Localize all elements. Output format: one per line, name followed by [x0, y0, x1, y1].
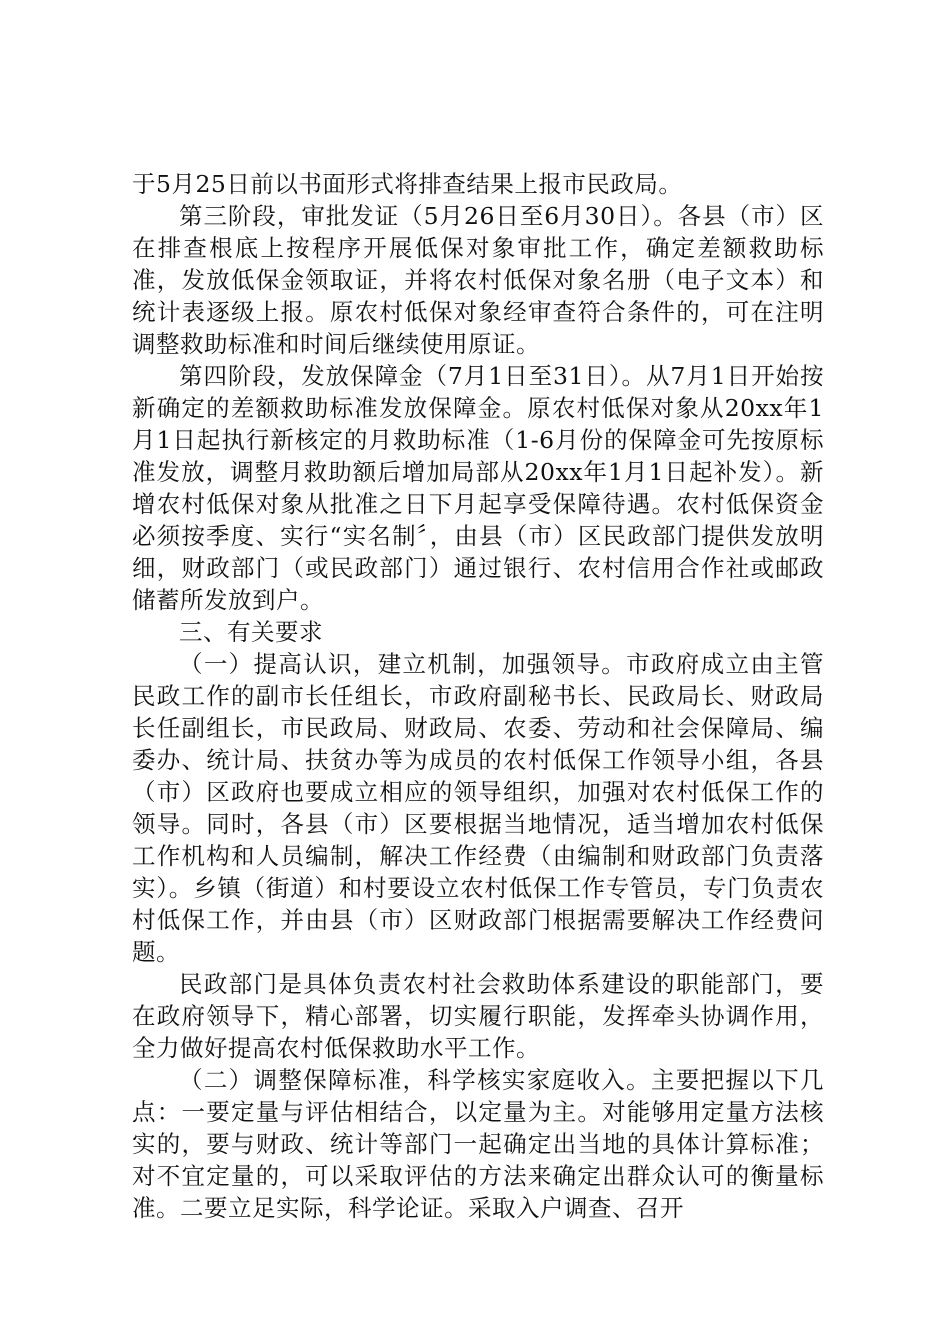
paragraph-1: 于5月25日前以书面形式将排查结果上报市民政局。	[132, 170, 683, 198]
section-heading: 三、有关要求	[179, 618, 323, 646]
paragraph-3: 第四阶段，发放保障金（7月1日至31日）。从7月1日开始按新确定的差额救助标准发放保障金。原农村低保对象从20xx年1月1日起执行新核定的月救助标准（1-6月份的保障金可先按原标准发放，调整月救助额后增加局部从20xx年1月1日起补发）。新增农村低保对象从批准之日下月起享受保障待遇。农村低保资金必须按季度、实行“实名制〞，由县（市）区民政部门提供发放明细，财政部门（或民政部门）通过银行、农村信用合作社或邮政储蓄所发放到户。	[132, 362, 824, 614]
paragraph-2: 第三阶段，审批发证（5月26日至6月30日）。各县（市）区在排查根底上按程序开展低保对象审批工作，确定差额救助标准，发放低保金领取证，并将农村低保对象名册（电子文本）和统计表逐级上报。原农村低保对象经审查符合条件的，可在注明调整救助标准和时间后继续使用原证。	[132, 202, 824, 358]
document-body	[132, 168, 824, 1224]
paragraph-4: （一）提高认识，建立机制，加强领导。市政府成立由主管民政工作的副市长任组长，市政府副秘书长、民政局长、财政局长任副组长，市民政局、财政局、农委、劳动和社会保障局、编委办、统计局、扶贫办等为成员的农村低保工作领导小组，各县（市）区政府也要成立相应的领导组织，加强对农村低保工作的领导。同时，各县（市）区要根据当地情况，适当增加农村低保工作机构和人员编制，解决工作经费（由编制和财政部门负责落实）。乡镇（街道）和村要设立农村低保工作专管员，专门负责农村低保工作，并由县（市）区财政部门根据需要解决工作经费问题。	[132, 650, 824, 966]
paragraph-5: 民政部门是具体负责农村社会救助体系建设的职能部门，要在政府领导下，精心部署，切实履行职能，发挥牵头协调作用，全力做好提高农村低保救助水平工作。	[132, 970, 824, 1062]
paragraph-6: （二）调整保障标准，科学核实家庭收入。主要把握以下几点：一要定量与评估相结合，以定量为主。对能够用定量方法核实的，要与财政、统计等部门一起确定出当地的具体计算标准；对不宜定量的，可以采取评估的方法来确定出群众认可的衡量标准。二要立足实际，科学论证。采取入户调查、召开	[132, 1066, 824, 1222]
